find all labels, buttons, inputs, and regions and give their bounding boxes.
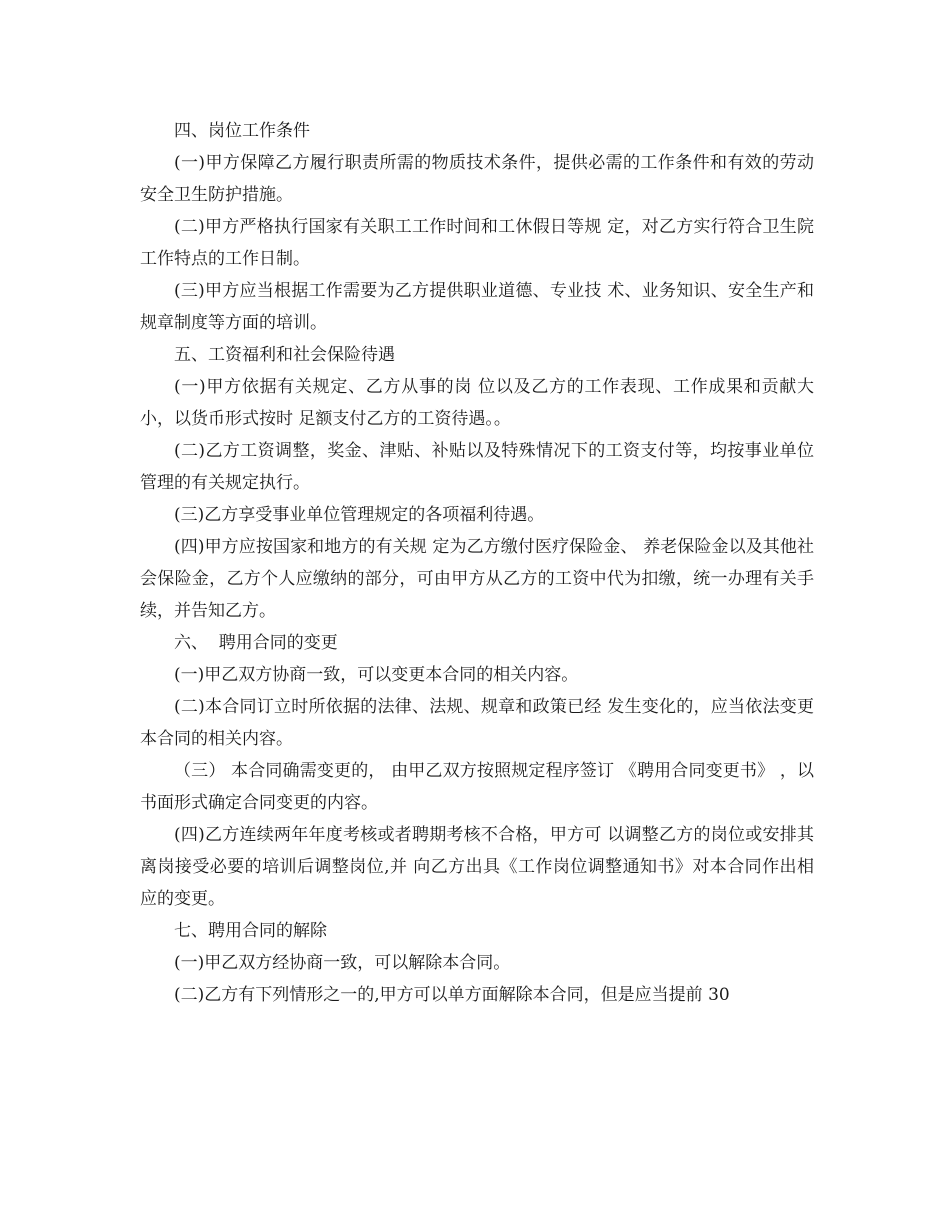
paragraph: (一)甲乙双方协商一致，可以变更本合同的相关内容。: [174, 665, 579, 685]
paragraph: (三)乙方享受事业单位管理规定的各项福利待遇。: [174, 505, 545, 525]
paragraph: (四)甲方应按国家和地方的有关规 定为乙方缴付医疗保险金、 养老保险金以及其他社会保险金，乙方个人应缴纳的部分，可由甲方从乙方的工资中代为扣缴，统一办理有关手续，并告知乙方。: [140, 537, 814, 621]
document-body: [140, 115, 814, 1011]
paragraph: (一)甲方保障乙方履行职责所需的物质技术条件，提供必需的工作条件和有效的劳动安全卫生防护措施。: [140, 153, 814, 205]
paragraph: (一)甲乙双方经协商一致，可以解除本合同。: [174, 953, 511, 973]
paragraph: (二)乙方有下列情形之一的,甲方可以单方面解除本合同，但是应当提前 30: [174, 985, 730, 1005]
paragraph: (二)甲方严格执行国家有关职工工作时间和工休假日等规 定，对乙方实行符合卫生院工作特点的工作日制。: [140, 217, 814, 269]
section-heading-7: 七、聘用合同的解除: [174, 921, 327, 941]
section-heading-5: 五、工资福利和社会保险待遇: [174, 345, 395, 365]
section-heading-6: 六、 聘用合同的变更: [174, 633, 338, 653]
paragraph: (三)甲方应当根据工作需要为乙方提供职业道德、专业技 术、业务知识、安全生产和规章制度等方面的培训。: [140, 281, 814, 333]
section-heading-4: 四、岗位工作条件: [174, 121, 310, 141]
paragraph: (二)本合同订立时所依据的法律、法规、规章和政策已经 发生变化的，应当依法变更本合同的相关内容。: [140, 697, 814, 749]
paragraph: (二)乙方工资调整，奖金、津贴、补贴以及特殊情况下的工资支付等，均按事业单位管理的有关规定执行。: [140, 441, 814, 493]
paragraph: (四)乙方连续两年年度考核或者聘期考核不合格，甲方可 以调整乙方的岗位或安排其离岗接受必要的培训后调整岗位,并 向乙方出具《工作岗位调整通知书》对本合同作出相 应的变更。: [140, 825, 814, 909]
paragraph: (一)甲方依据有关规定、乙方从事的岗 位以及乙方的工作表现、工作成果和贡献大小，以货币形式按时 足额支付乙方的工资待遇。。: [140, 377, 814, 429]
paragraph: （三） 本合同确需变更的， 由甲乙双方按照规定程序签订 《聘用合同变更书》 ，以书面形式确定合同变更的内容。: [140, 761, 814, 813]
